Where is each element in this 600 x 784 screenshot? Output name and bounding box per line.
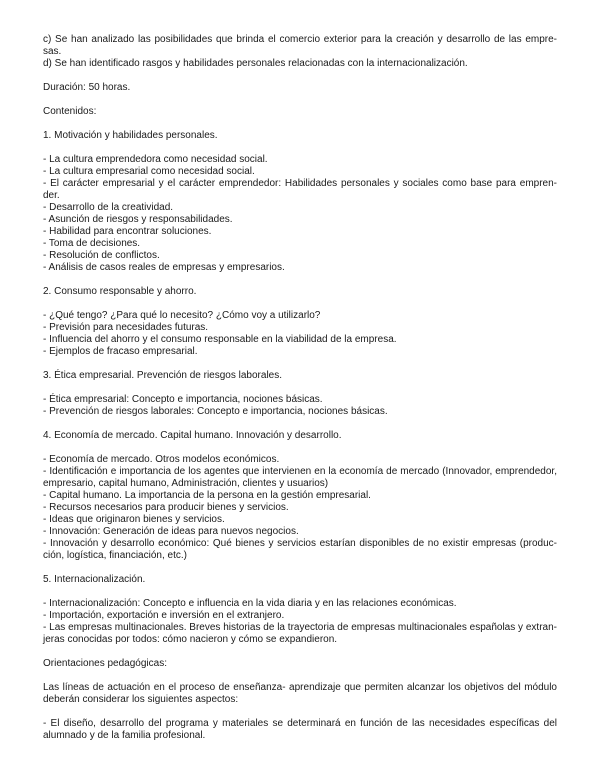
- design-paragraph: [43, 718, 557, 742]
- section-1-list: [43, 154, 557, 274]
- section-3-list: [43, 394, 557, 418]
- spacer: [43, 94, 557, 106]
- spacer: [43, 274, 557, 286]
- paragraph-line: Las líneas de actuación en el proceso de enseñanza- aprendizaje que permiten alcanzar los objetivos del módulo: [43, 682, 557, 693]
- list-item: - Habilidad para encontrar soluciones.: [43, 226, 212, 237]
- list-item: - Ideas que originaron bienes y servicios.: [43, 514, 225, 525]
- list-item: jeras conocidas por todos: cómo nacieron y cómo se expandieron.: [43, 634, 338, 645]
- list-item: - Asunción de riesgos y responsabilidades.: [43, 214, 233, 225]
- spacer: [43, 298, 557, 310]
- list-item: - Toma de decisiones.: [43, 238, 141, 249]
- spacer: [43, 670, 557, 682]
- list-item: - Innovación y desarrollo económico: Qué bienes y servicios estarían disponibles de no existir empresas (produc-: [43, 538, 557, 549]
- section-2-heading: 2. Consumo responsable y ahorro.: [43, 286, 197, 297]
- section-2-list: [43, 310, 557, 358]
- list-item: - El carácter empresarial y el carácter emprendedor: Habilidades personales y sociales como base para empren-: [43, 178, 557, 189]
- section-4-list: [43, 454, 557, 562]
- paragraph-line: deberán considerar los siguientes aspectos:: [43, 694, 239, 705]
- spacer: [43, 142, 557, 154]
- guidelines-heading: Orientaciones pedagógicas:: [43, 658, 167, 669]
- section-1-heading: 1. Motivación y habilidades personales.: [43, 130, 218, 141]
- list-item: - Internacionalización: Concepto e influencia en la vida diaria y en las relaciones económicas.: [43, 598, 457, 609]
- list-item: - Previsión para necesidades futuras.: [43, 322, 209, 333]
- section-5-heading: 5. Internacionalización.: [43, 574, 146, 585]
- criterion-c-line-2: sas.: [43, 46, 62, 57]
- document-page: [43, 34, 557, 742]
- list-item: - Desarrollo de la creatividad.: [43, 202, 174, 213]
- spacer: [43, 646, 557, 658]
- paragraph-line: - El diseño, desarrollo del programa y materiales se determinará en función de las necesidades específicas del: [43, 718, 557, 729]
- contents-heading: Contenidos:: [43, 106, 97, 117]
- spacer: [43, 382, 557, 394]
- section-5-list: [43, 598, 557, 646]
- list-item: ción, logística, financiación, etc.): [43, 550, 187, 561]
- spacer: [43, 418, 557, 430]
- list-item: - La cultura empresarial como necesidad social.: [43, 166, 255, 177]
- list-item: - Importación, exportación e inversión en el extranjero.: [43, 610, 285, 621]
- spacer: [43, 70, 557, 82]
- spacer: [43, 118, 557, 130]
- list-item: - Capital humano. La importancia de la persona en la gestión empresarial.: [43, 490, 371, 501]
- section-4-heading: 4. Economía de mercado. Capital humano. Innovación y desarrollo.: [43, 430, 342, 441]
- list-item: - Economía de mercado. Otros modelos económicos.: [43, 454, 280, 465]
- spacer: [43, 442, 557, 454]
- list-item: - Ejemplos de fracaso empresarial.: [43, 346, 198, 357]
- spacer: [43, 706, 557, 718]
- section-3-heading: 3. Ética empresarial. Prevención de riesgos laborales.: [43, 370, 283, 381]
- list-item: - Las empresas multinacionales. Breves historias de la trayectoria de empresas multinacionales españolas y extran-: [43, 622, 557, 633]
- list-item: der.: [43, 190, 60, 201]
- duration-text: Duración: 50 horas.: [43, 82, 131, 93]
- list-item: - Prevención de riesgos laborales: Concepto e importancia, nociones básicas.: [43, 406, 388, 417]
- list-item: - ¿Qué tengo? ¿Para qué lo necesito? ¿Cómo voy a utilizarlo?: [43, 310, 321, 321]
- list-item: - Identificación e importancia de los agentes que intervienen en la economía de mercado (Innovador, emprendedor,: [43, 466, 557, 477]
- list-item: - Innovación: Generación de ideas para nuevos negocios.: [43, 526, 299, 537]
- list-item: empresario, capital humano, Administración, clientes y usuarios): [43, 478, 329, 489]
- list-item: - Influencia del ahorro y el consumo responsable en la viabilidad de la empresa.: [43, 334, 397, 345]
- spacer: [43, 562, 557, 574]
- spacer: [43, 586, 557, 598]
- list-item: - La cultura emprendedora como necesidad social.: [43, 154, 268, 165]
- guidelines-paragraph: [43, 682, 557, 706]
- criterion-d: d) Se han identificado rasgos y habilidades personales relacionadas con la internacionalización.: [43, 58, 468, 69]
- criterion-c-line-1: c) Se han analizado las posibilidades que brinda el comercio exterior para la creación y desarrollo de las empre-: [43, 34, 557, 45]
- list-item: - Análisis de casos reales de empresas y empresarios.: [43, 262, 285, 273]
- list-item: - Ética empresarial: Concepto e importancia, nociones básicas.: [43, 394, 323, 405]
- spacer: [43, 358, 557, 370]
- paragraph-line: alumnado y de la familia profesional.: [43, 730, 206, 741]
- list-item: - Resolución de conflictos.: [43, 250, 160, 261]
- list-item: - Recursos necesarios para producir bienes y servicios.: [43, 502, 289, 513]
- criteria-block: [43, 34, 557, 70]
